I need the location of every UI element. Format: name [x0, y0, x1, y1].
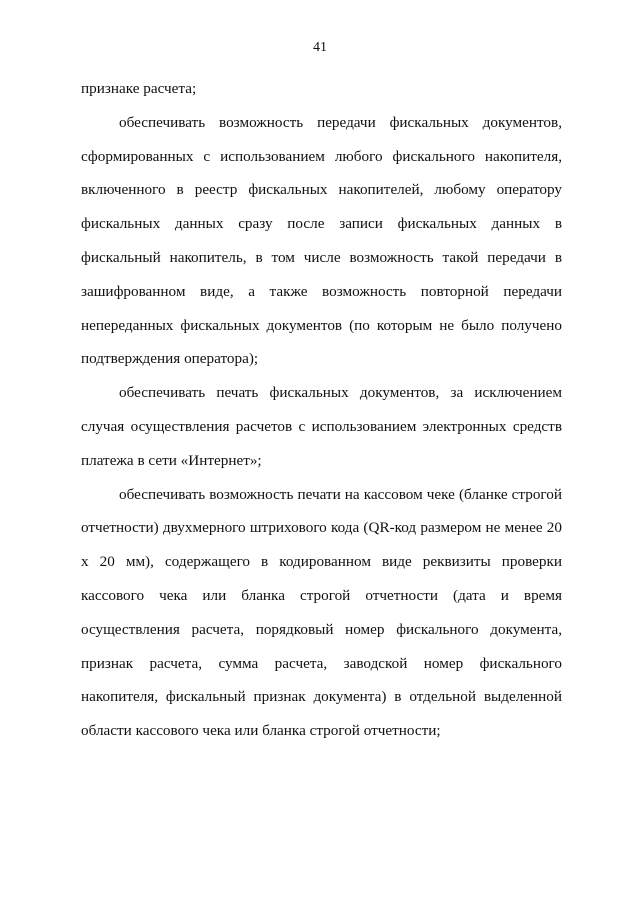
paragraph-1: признаке расчета; [81, 80, 197, 97]
paragraph-2: обеспечивать возможность передачи фискальных документов, сформированных с использованием любого фискального накопителя, включенного в реестр фискальных накопителей, любому оператору фискальных данных сразу после записи фискальных данных в фискальный накопитель, в том числе возможность такой передачи в зашифрованном виде, а также возможность повторной передачи непереданных фискальных документов (по которым не было получено подтверждения оператора); [81, 113, 562, 368]
page-number: 41 [313, 40, 327, 55]
paragraph-3: обеспечивать печать фискальных документов, за исключением случая осуществления расчетов с использованием электронных средств платежа в сети «Интернет»; [81, 384, 562, 469]
document-body [81, 72, 562, 748]
paragraph-4: обеспечивать возможность печати на кассовом чеке (бланке строгой отчетности) двухмерного штрихового кода (QR-код размером не менее 20 х 20 мм), содержащего в кодированном виде реквизиты проверки кассового чека или бланка строгой отчетности (дата и время осуществления расчета, порядковый номер фискального документа, признак расчета, сумма расчета, заводской номер фискального накопителя, фискальный признак документа) в отдельной выделенной области кассового чека или бланка строгой отчетности; [81, 485, 562, 740]
